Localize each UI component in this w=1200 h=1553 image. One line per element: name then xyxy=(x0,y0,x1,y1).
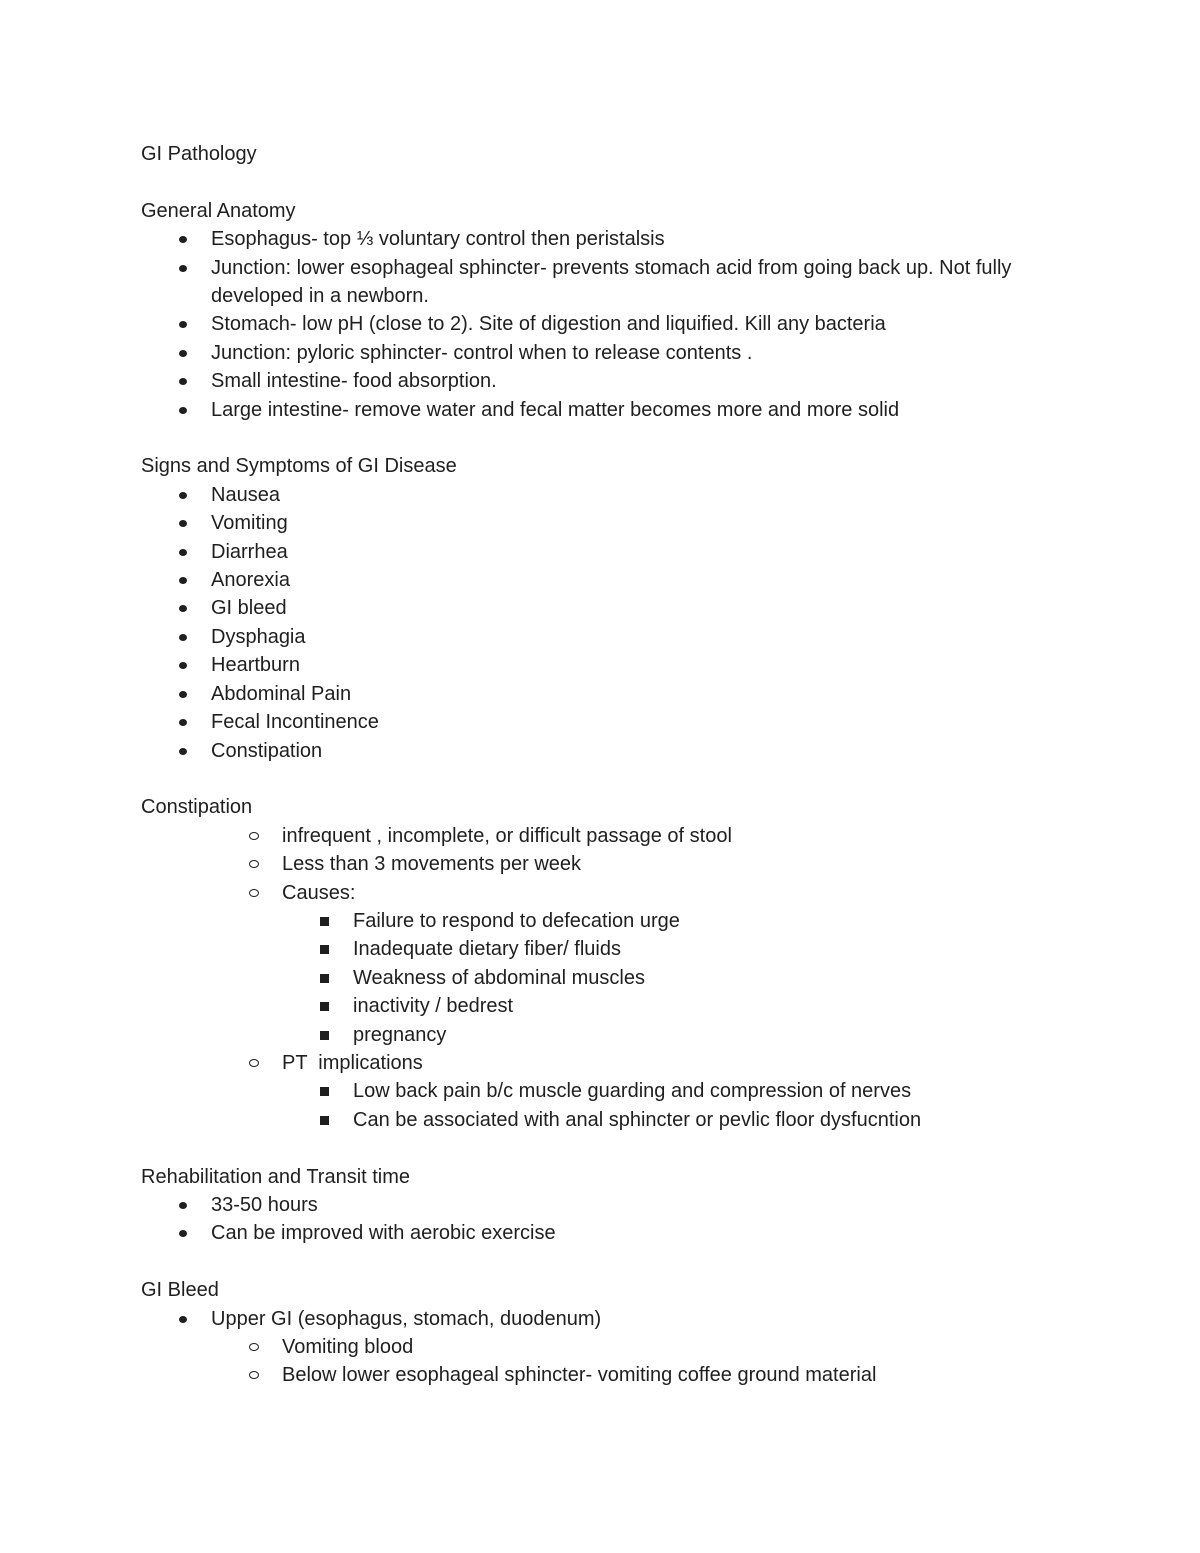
list-item: Junction: pyloric sphincter- control when to release contents . xyxy=(141,339,1101,367)
list-item: Less than 3 movements per week xyxy=(141,850,1101,878)
constipation-list xyxy=(141,822,1101,1134)
bullet-square-icon xyxy=(320,945,329,954)
section-heading-gi-bleed: GI Bleed xyxy=(141,1279,219,1302)
list-item: Low back pain b/c muscle guarding and compression of nerves xyxy=(141,1077,1101,1105)
bullet-disc-icon xyxy=(179,407,187,414)
symptoms-list xyxy=(141,481,1101,765)
bullet-disc-icon xyxy=(179,634,187,641)
bullet-square-icon xyxy=(320,917,329,926)
bullet-circle-icon xyxy=(249,1343,259,1351)
document-page xyxy=(141,140,1101,1390)
rehab-list xyxy=(141,1191,1101,1248)
list-item: Esophagus- top ⅓ voluntary control then peristalsis xyxy=(141,225,1101,253)
list-item: Large intestine- remove water and fecal matter becomes more and more solid xyxy=(141,396,1101,424)
list-item: Failure to respond to defecation urge xyxy=(141,907,1101,935)
list-item: Vomiting blood xyxy=(141,1333,1101,1361)
bullet-circle-icon xyxy=(249,832,259,840)
bullet-square-icon xyxy=(320,1002,329,1011)
bullet-disc-icon xyxy=(179,662,187,669)
list-item: Junction: lower esophageal sphincter- prevents stomach acid from going back up. Not fully developed in a newborn. xyxy=(141,254,1101,311)
bullet-disc-icon xyxy=(179,719,187,726)
list-item: PT implications xyxy=(141,1049,1101,1077)
bullet-circle-icon xyxy=(249,860,259,868)
list-item: Heartburn xyxy=(141,651,1101,679)
bullet-disc-icon xyxy=(179,492,187,499)
list-item: Abdominal Pain xyxy=(141,680,1101,708)
list-item: Nausea xyxy=(141,481,1101,509)
list-item: Diarrhea xyxy=(141,538,1101,566)
bullet-disc-icon xyxy=(179,350,187,357)
bullet-circle-icon xyxy=(249,1059,259,1067)
list-item: Constipation xyxy=(141,737,1101,765)
list-item: Can be associated with anal sphincter or pevlic floor dysfucntion xyxy=(141,1106,1101,1134)
list-item: Can be improved with aerobic exercise xyxy=(141,1219,1101,1247)
list-item: inactivity / bedrest xyxy=(141,992,1101,1020)
bullet-disc-icon xyxy=(179,378,187,385)
bullet-disc-icon xyxy=(179,1316,187,1323)
section-heading-symptoms: Signs and Symptoms of GI Disease xyxy=(141,455,457,478)
gi-bleed-list xyxy=(141,1305,1101,1390)
bullet-disc-icon xyxy=(179,520,187,527)
list-item: Dysphagia xyxy=(141,623,1101,651)
list-item: Fecal Incontinence xyxy=(141,708,1101,736)
bullet-square-icon xyxy=(320,1116,329,1125)
list-item: Below lower esophageal sphincter- vomiting coffee ground material xyxy=(141,1361,1101,1389)
bullet-disc-icon xyxy=(179,549,187,556)
list-item: 33-50 hours xyxy=(141,1191,1101,1219)
bullet-disc-icon xyxy=(179,605,187,612)
bullet-disc-icon xyxy=(179,691,187,698)
bullet-disc-icon xyxy=(179,236,187,243)
list-item: Weakness of abdominal muscles xyxy=(141,964,1101,992)
bullet-square-icon xyxy=(320,1031,329,1040)
bullet-disc-icon xyxy=(179,748,187,755)
section-heading-constipation: Constipation xyxy=(141,796,253,819)
list-item: Vomiting xyxy=(141,509,1101,537)
list-item: infrequent , incomplete, or difficult passage of stool xyxy=(141,822,1101,850)
bullet-square-icon xyxy=(320,1087,329,1096)
list-item: GI bleed xyxy=(141,594,1101,622)
list-item: Stomach- low pH (close to 2). Site of digestion and liquified. Kill any bacteria xyxy=(141,310,1101,338)
page-title: GI Pathology xyxy=(141,143,257,165)
list-item: Causes: xyxy=(141,879,1101,907)
bullet-disc-icon xyxy=(179,577,187,584)
list-item: Anorexia xyxy=(141,566,1101,594)
section-heading-anatomy: General Anatomy xyxy=(141,199,296,222)
bullet-disc-icon xyxy=(179,1230,187,1237)
bullet-circle-icon xyxy=(249,889,259,897)
bullet-disc-icon xyxy=(179,265,187,272)
bullet-disc-icon xyxy=(179,321,187,328)
list-item: Inadequate dietary fiber/ fluids xyxy=(141,935,1101,963)
section-heading-rehab: Rehabilitation and Transit time xyxy=(141,1165,411,1188)
list-item: pregnancy xyxy=(141,1021,1101,1049)
bullet-square-icon xyxy=(320,974,329,983)
anatomy-list xyxy=(141,225,1101,424)
bullet-circle-icon xyxy=(249,1371,259,1379)
list-item: Upper GI (esophagus, stomach, duodenum) xyxy=(141,1305,1101,1333)
bullet-disc-icon xyxy=(179,1202,187,1209)
list-item: Small intestine- food absorption. xyxy=(141,367,1101,395)
